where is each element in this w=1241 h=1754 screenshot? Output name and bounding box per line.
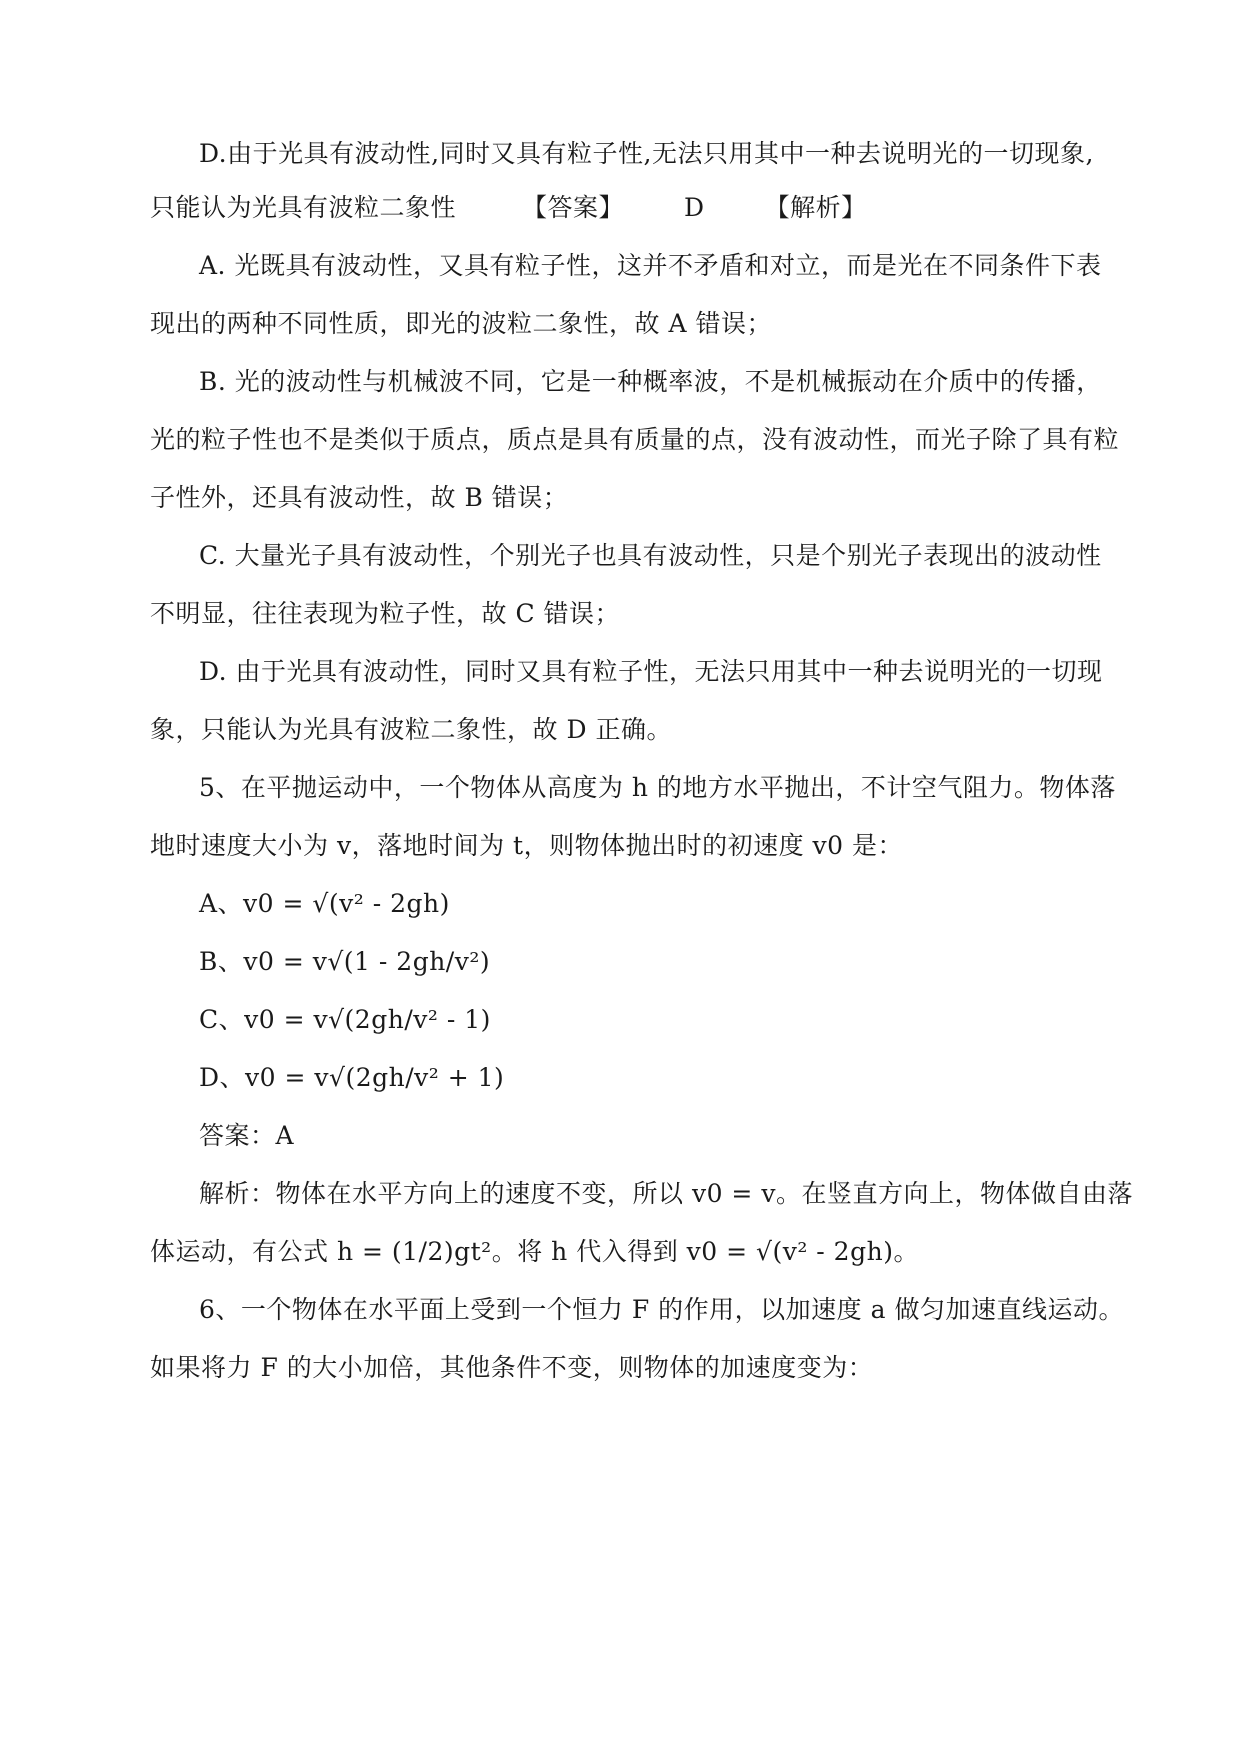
q5-stem-line2: 地时速度大小为 v，落地时间为 t，则物体抛出时的初速度 v0 是： [150,831,903,860]
q5-option-c: C、v0 = v√(2gh/v² - 1) [199,1005,491,1034]
q5-option-b: B、v0 = v√(1 - 2gh/v²) [199,947,491,976]
analysis-b-line2: 光的粒子性也不是类似于质点，质点是具有质量的点，没有波动性，而光子除了具有粒 [150,425,1120,454]
analysis-d-line1: D. 由于光具有波动性，同时又具有粒子性，无法只用其中一种去说明光的一切现 [199,657,1103,686]
q5-option-a: A、v0 = √(v² - 2gh) [199,889,450,918]
q4-option-d-line1: D.由于光具有波动性,同时又具有粒子性,无法只用其中一种去说明光的一切现象, [199,139,1094,168]
analysis-b-line3: 子性外，还具有波动性，故 B 错误； [150,483,569,512]
analysis-b-line1: B. 光的波动性与机械波不同，它是一种概率波，不是机械振动在介质中的传播， [199,367,1102,396]
analysis-tag: 【解析】 [764,193,867,222]
analysis-d-line2: 象，只能认为光具有波粒二象性，故 D 正确。 [150,715,672,744]
q4-option-d-line2 [150,190,867,226]
q5-option-d: D、v0 = v√(2gh/v² + 1) [199,1063,505,1092]
analysis-c-line1: C. 大量光子具有波动性，个别光子也具有波动性，只是个别光子表现出的波动性 [199,541,1102,570]
q6-stem-line1: 6、一个物体在水平面上受到一个恒力 F 的作用，以加速度 a 做匀加速直线运动。 [199,1295,1124,1324]
q5-stem-line1: 5、在平抛运动中，一个物体从高度为 h 的地方水平抛出，不计空气阻力。物体落 [199,773,1116,802]
q5-answer: 答案：A [199,1121,295,1150]
answer-value: D [684,193,705,222]
analysis-a-line2: 现出的两种不同性质，即光的波粒二象性，故 A 错误； [150,309,772,338]
analysis-a-line1: A. 光既具有波动性，又具有粒子性，这并不矛盾和对立，而是光在不同条件下表 [199,251,1102,280]
q5-analysis-line2: 体运动，有公式 h = (1/2)gt²。将 h 代入得到 v0 = √(v² - 2gh)。 [150,1237,919,1266]
q5-analysis-line1: 解析：物体在水平方向上的速度不变，所以 v0 = v。在竖直方向上，物体做自由落 [199,1179,1133,1208]
answer-tag: 【答案】 [522,193,625,222]
analysis-c-line2: 不明显，往往表现为粒子性，故 C 错误； [150,599,621,628]
q4-option-d-text: 只能认为光具有波粒二象性 [150,193,457,222]
q6-stem-line2: 如果将力 F 的大小加倍，其他条件不变，则物体的加速度变为： [150,1353,874,1382]
